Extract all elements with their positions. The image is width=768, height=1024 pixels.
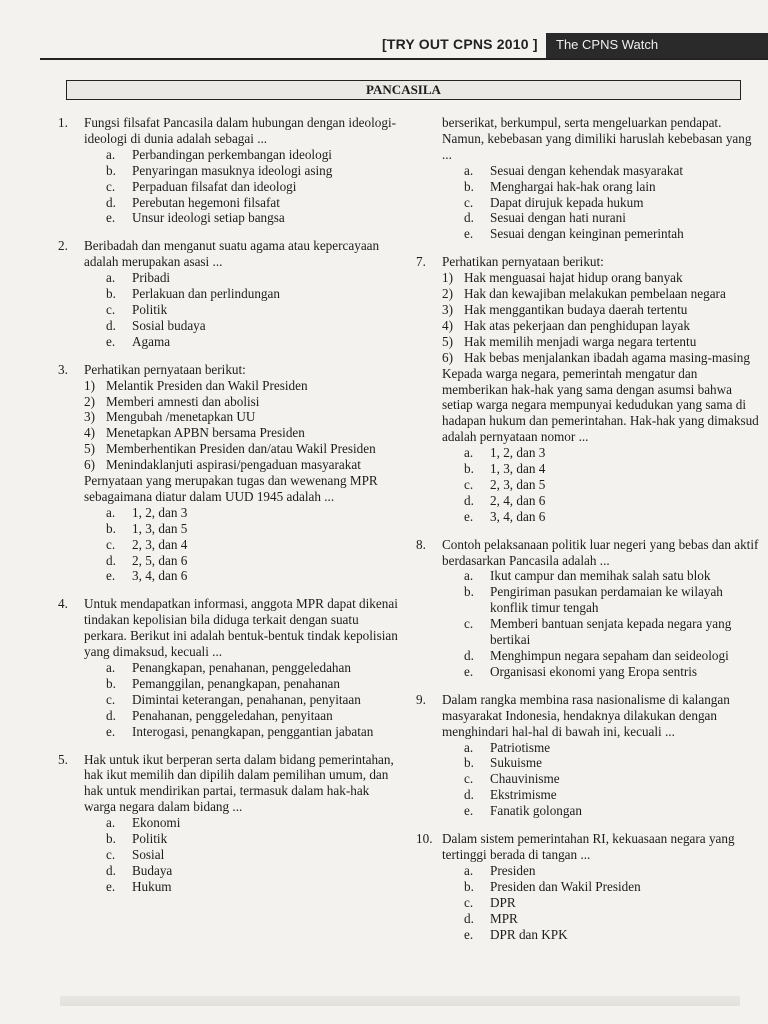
question-stem <box>416 537 761 569</box>
option-text: 1, 2, dan 3 <box>132 504 188 520</box>
question-stem <box>58 362 403 378</box>
option-text: Penyaringan masuknya ideologi asing <box>132 162 333 178</box>
option-letter: d. <box>464 492 474 508</box>
option-text: Sesuai dengan kehendak masyarakat <box>490 162 683 178</box>
option-letter: d. <box>106 194 116 210</box>
answer-option <box>106 195 403 211</box>
statement-item <box>84 441 403 457</box>
option-letter: c. <box>106 301 116 317</box>
answer-option <box>106 179 403 195</box>
question-stem <box>58 752 403 816</box>
option-text: Organisasi ekonomi yang Eropa sentris <box>490 663 698 679</box>
option-letter: c. <box>106 846 116 862</box>
answer-option <box>464 493 761 509</box>
answer-option <box>464 616 761 648</box>
option-text: Sosial budaya <box>132 317 206 333</box>
option-text: Pengiriman pasukan perdamaian ke wilayah konflik timur tengah <box>490 584 723 616</box>
answer-option <box>106 210 403 226</box>
answer-option <box>464 911 761 927</box>
option-text: Perpaduan filsafat dan ideologi <box>132 178 297 194</box>
option-letter: e. <box>464 508 474 524</box>
option-letter: d. <box>106 552 116 568</box>
statement-number: 1) <box>442 270 453 286</box>
option-letter: d. <box>464 910 474 926</box>
answer-option <box>464 879 761 895</box>
answer-option <box>464 755 761 771</box>
answer-option <box>464 787 761 803</box>
question-text: Beribadah dan menganut suatu agama atau kepercayaan adalah merupakan asasi ... <box>84 238 380 270</box>
answer-option <box>464 584 761 616</box>
option-text: Penahanan, penggeledahan, penyitaan <box>132 707 333 723</box>
option-letter: b. <box>106 286 116 302</box>
right-column <box>416 115 761 954</box>
option-text: 2, 3, dan 5 <box>490 476 546 492</box>
question-block <box>416 692 761 819</box>
option-letter: e. <box>106 333 116 349</box>
statement-item <box>84 394 403 410</box>
question-number <box>416 115 442 163</box>
option-text: Sesuai dengan keinginan pemerintah <box>490 226 684 242</box>
answer-option <box>464 803 761 819</box>
option-text: Fanatik golongan <box>490 803 582 819</box>
option-letter: a. <box>464 739 474 755</box>
option-letter: b. <box>106 831 116 847</box>
option-letter: c. <box>464 476 474 492</box>
answer-option <box>106 676 403 692</box>
option-letter: c. <box>106 178 116 194</box>
question-stem <box>416 115 761 163</box>
question-stem <box>416 254 761 270</box>
question-stem <box>58 238 403 270</box>
question-text: Untuk mendapatkan informasi, anggota MPR dapat dikenai tindakan kepolisian bila diduga terkait dengan suatu perkara. Berikut ini adalah bentuk-bentuk tindak kepolisian yang dimaksud, kecuali ... <box>84 596 398 660</box>
question-number: 4. <box>58 596 68 612</box>
option-letter: a. <box>464 862 474 878</box>
question-text: Dalam rangka membina rasa nasionalisme di kalangan masyarakat Indonesia, hendaknya dilakukan dengan menghindari hal-hal di bawah ini, kecuali ... <box>442 691 730 739</box>
statement-number: 3) <box>84 409 95 425</box>
question-number: 1. <box>58 115 68 130</box>
answer-option <box>106 537 403 553</box>
statement-text: Hak memilih menjadi warga negara tertentu <box>464 333 697 349</box>
statement-number: 4) <box>442 317 453 333</box>
answer-option <box>464 163 761 179</box>
statement-number: 5) <box>442 333 453 349</box>
option-text: Penangkapan, penahanan, penggeledahan <box>132 660 351 675</box>
answer-option <box>464 195 761 211</box>
answer-option <box>464 771 761 787</box>
option-letter: a. <box>464 568 474 584</box>
option-text: Unsur ideologi setiap bangsa <box>132 210 285 226</box>
answer-option <box>106 831 403 847</box>
page-footer-shadow <box>60 996 740 1006</box>
statement-item <box>84 409 403 425</box>
statement-number: 6) <box>84 457 95 473</box>
option-text: 2, 4, dan 6 <box>490 492 546 508</box>
option-letter: c. <box>464 194 474 210</box>
option-letter: e. <box>464 803 474 819</box>
option-letter: e. <box>464 226 474 242</box>
option-letter: a. <box>106 270 116 286</box>
option-letter: a. <box>464 445 474 461</box>
option-letter: a. <box>106 504 116 520</box>
option-text: Ekonomi <box>132 815 181 831</box>
header-badge: The CPNS Watch <box>546 33 768 58</box>
option-text: Ekstrimisme <box>490 787 557 803</box>
answer-option <box>106 163 403 179</box>
option-text: Politik <box>132 301 168 317</box>
statement-text: Hak bebas menjalankan ibadah agama masing-masing <box>464 349 750 365</box>
question-block <box>58 596 403 739</box>
option-text: Dapat dirujuk kepada hukum <box>490 194 644 210</box>
answer-options <box>58 270 403 350</box>
option-text: 2, 3, dan 4 <box>132 536 188 552</box>
statement-number: 2) <box>442 286 453 302</box>
header-divider <box>40 58 768 60</box>
option-letter: d. <box>464 210 474 226</box>
option-text: Patriotisme <box>490 739 551 755</box>
option-letter: d. <box>106 862 116 878</box>
option-text: Perbandingan perkembangan ideologi <box>132 146 332 162</box>
statement-list <box>58 378 403 473</box>
answer-options <box>58 660 403 740</box>
option-letter: b. <box>464 461 474 477</box>
statement-text: Menetapkan APBN bersama Presiden <box>106 425 305 441</box>
option-letter: c. <box>464 894 474 910</box>
answer-option <box>106 147 403 163</box>
statement-text: Memberhentikan Presiden dan/atau Wakil Presiden <box>106 441 376 457</box>
answer-option <box>464 927 761 943</box>
option-text: Perebutan hegemoni filsafat <box>132 194 280 210</box>
question-text: Perhatikan pernyataan berikut: <box>84 361 246 377</box>
answer-option <box>464 568 761 584</box>
question-number: 7. <box>416 254 426 270</box>
statement-item <box>442 334 761 350</box>
answer-option <box>106 815 403 831</box>
option-text: Politik <box>132 831 168 847</box>
option-letter: e. <box>106 878 116 894</box>
option-letter: c. <box>464 616 474 632</box>
answer-option <box>464 461 761 477</box>
question-number: 5. <box>58 751 68 767</box>
answer-option <box>106 334 403 350</box>
question-stem <box>416 831 761 863</box>
option-letter: c. <box>106 536 116 552</box>
question-block <box>58 115 403 226</box>
question-number: 3. <box>58 361 68 377</box>
option-text: Presiden dan Wakil Presiden <box>490 878 641 894</box>
answer-options <box>58 815 403 895</box>
option-letter: b. <box>106 162 116 178</box>
option-letter: c. <box>106 691 116 707</box>
option-text: Menghimpun negara sepaham dan seideologi <box>490 648 729 663</box>
answer-option <box>106 270 403 286</box>
option-text: Sesuai dengan hati nurani <box>490 210 626 226</box>
option-letter: b. <box>464 584 474 600</box>
question-stem <box>58 115 403 147</box>
question-block <box>416 115 761 242</box>
question-block <box>416 831 761 942</box>
option-text: 3, 4, dan 6 <box>490 508 546 524</box>
option-text: 2, 5, dan 6 <box>132 552 188 568</box>
option-letter: b. <box>464 755 474 771</box>
option-text: MPR <box>490 910 518 926</box>
question-text: Hak untuk ikut berperan serta dalam bidang pemerintahan, hak ikut memilih dan dipilih dalam pemilihan umum, dan hak untuk mendirikan partai, termasuk dalam hak-hak warga negara dalam bidang ... <box>84 751 394 815</box>
answer-option <box>106 553 403 569</box>
option-text: Hukum <box>132 878 172 894</box>
statement-text: Hak atas pekerjaan dan penghidupan layak <box>464 317 690 333</box>
statement-text: Memberi amnesti dan abolisi <box>106 393 260 409</box>
answer-option <box>464 210 761 226</box>
question-number: 10. <box>416 831 433 847</box>
option-text: 1, 2, dan 3 <box>490 445 546 461</box>
statement-text: Hak menggantikan budaya daerah tertentu <box>464 301 688 317</box>
question-block <box>416 254 761 524</box>
option-letter: a. <box>106 660 116 675</box>
answer-option <box>106 660 403 676</box>
answer-options <box>58 505 403 585</box>
statement-list <box>416 270 761 365</box>
statement-item <box>442 286 761 302</box>
section-title: PANCASILA <box>66 80 741 100</box>
option-letter: b. <box>106 675 116 691</box>
answer-option <box>464 863 761 879</box>
option-text: Dimintai keterangan, penahanan, penyitaan <box>132 691 361 707</box>
question-block <box>416 537 761 680</box>
question-number: 2. <box>58 238 68 254</box>
option-text: Sukuisme <box>490 755 543 771</box>
statement-number: 3) <box>442 301 453 317</box>
option-text: Chauvinisme <box>490 771 560 787</box>
option-letter: d. <box>464 648 474 663</box>
option-text: DPR <box>490 894 516 910</box>
option-text: Pribadi <box>132 270 171 286</box>
option-text: Interogasi, penangkapan, penggantian jabatan <box>132 723 374 739</box>
statement-number: 1) <box>84 377 95 393</box>
answer-options <box>416 863 761 943</box>
left-column <box>58 115 403 907</box>
statement-item <box>442 318 761 334</box>
option-text: Pemanggilan, penangkapan, penahanan <box>132 675 340 691</box>
option-text: Menghargai hak-hak orang lain <box>490 178 656 194</box>
option-letter: a. <box>106 146 116 162</box>
answer-options <box>416 568 761 679</box>
option-letter: a. <box>464 162 474 178</box>
statement-number: 6) <box>442 349 453 365</box>
answer-option <box>106 863 403 879</box>
question-block <box>58 362 403 585</box>
question-prompt: Kepada warga negara, pemerintah mengatur dan memberikan hak-hak yang sama dengan asumsi bahwa setiap warga negara mempunyai kedudukan yang sama di hadapan hukum dan pemerintahan. Hak-hak yang dimaksud adalah pernyataan nomor ... <box>442 365 759 445</box>
answer-option <box>106 708 403 724</box>
question-prompt: Pernyataan yang merupakan tugas dan wewenang MPR sebagaimana diatur dalam UUD 1945 adalah ... <box>84 473 378 504</box>
answer-option <box>106 847 403 863</box>
option-letter: e. <box>106 568 116 584</box>
statement-text: Menindaklanjuti aspirasi/pengaduan masyarakat <box>106 457 361 473</box>
option-letter: b. <box>464 878 474 894</box>
answer-option <box>106 318 403 334</box>
option-letter: a. <box>106 815 116 831</box>
statement-item <box>442 350 761 366</box>
question-text: Perhatikan pernyataan berikut: <box>442 254 604 270</box>
option-text: 3, 4, dan 6 <box>132 568 188 584</box>
answer-options <box>58 147 403 227</box>
answer-options <box>416 740 761 820</box>
statement-item <box>84 425 403 441</box>
statement-text: Melantik Presiden dan Wakil Presiden <box>106 377 308 393</box>
question-number: 9. <box>416 691 426 707</box>
statement-item <box>442 302 761 318</box>
answer-option <box>464 895 761 911</box>
answer-options <box>416 445 761 525</box>
answer-option <box>464 509 761 525</box>
question-text: Dalam sistem pemerintahan RI, kekuasaan negara yang tertinggi berada di tangan ... <box>442 831 735 862</box>
option-letter: d. <box>464 787 474 803</box>
question-text: Contoh pelaksanaan politik luar negeri yang bebas dan aktif berdasarkan Pancasila adalah ... <box>442 536 759 568</box>
answer-option <box>106 286 403 302</box>
statement-item <box>84 457 403 473</box>
answer-options <box>416 163 761 243</box>
question-block <box>58 752 403 895</box>
option-letter: e. <box>106 723 116 739</box>
option-text: Budaya <box>132 862 173 878</box>
question-text: Fungsi filsafat Pancasila dalam hubungan dengan ideologi-ideologi di dunia adalah sebagai ... <box>84 115 397 146</box>
statement-item <box>84 378 403 394</box>
question-number: 8. <box>416 536 426 552</box>
answer-option <box>464 179 761 195</box>
option-letter: b. <box>464 178 474 194</box>
option-letter: e. <box>464 926 474 942</box>
answer-option <box>106 568 403 584</box>
option-text: Ikut campur dan memihak salah satu blok <box>490 568 711 584</box>
option-text: DPR dan KPK <box>490 926 568 942</box>
option-letter: c. <box>464 771 474 787</box>
answer-option <box>106 692 403 708</box>
option-text: Memberi bantuan senjata kepada negara yang bertikai <box>490 616 732 648</box>
answer-option <box>106 879 403 895</box>
answer-option <box>464 477 761 493</box>
answer-option <box>106 302 403 318</box>
answer-option <box>464 226 761 242</box>
answer-option <box>464 445 761 461</box>
answer-option <box>464 740 761 756</box>
statement-number: 2) <box>84 393 95 409</box>
option-text: 1, 3, dan 4 <box>490 461 546 477</box>
answer-option <box>464 648 761 664</box>
option-text: 1, 3, dan 5 <box>132 520 188 536</box>
option-letter: e. <box>464 663 474 679</box>
question-stem <box>58 596 403 660</box>
option-letter: b. <box>106 520 116 536</box>
answer-option <box>464 664 761 680</box>
option-text: Presiden <box>490 862 536 878</box>
question-text: berserikat, berkumpul, serta mengeluarkan pendapat. Namun, kebebasan yang dimiliki haruslah kebebasan yang ... <box>442 115 752 162</box>
answer-option <box>106 724 403 740</box>
statement-number: 5) <box>84 441 95 457</box>
option-letter: d. <box>106 707 116 723</box>
answer-option <box>106 505 403 521</box>
option-letter: d. <box>106 317 116 333</box>
statement-text: Hak menguasai hajat hidup orang banyak <box>464 270 683 286</box>
option-letter: e. <box>106 210 116 226</box>
statement-item <box>442 270 761 286</box>
statement-text: Mengubah /menetapkan UU <box>106 409 256 425</box>
statement-text: Hak dan kewajiban melakukan pembelaan negara <box>464 286 726 302</box>
question-block <box>58 238 403 349</box>
question-stem <box>416 692 761 740</box>
option-text: Sosial <box>132 846 165 862</box>
option-text: Perlakuan dan perlindungan <box>132 286 280 302</box>
statement-number: 4) <box>84 425 95 441</box>
option-text: Agama <box>132 333 171 349</box>
answer-option <box>106 521 403 537</box>
header-title: [TRY OUT CPNS 2010 ] <box>382 36 538 52</box>
